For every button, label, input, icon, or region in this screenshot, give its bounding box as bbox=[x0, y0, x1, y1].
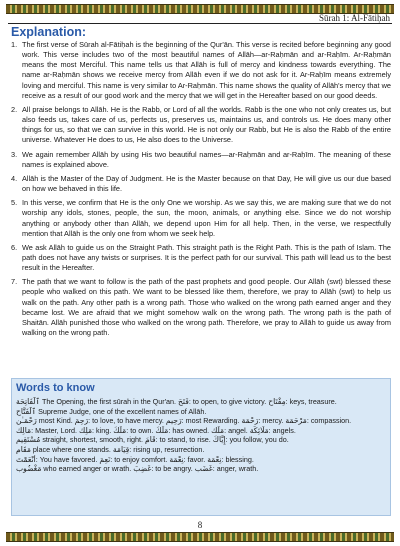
term-definition: Supreme Judge, one of the excellent names of Allāh. bbox=[36, 406, 207, 416]
term-definition: straight, shortest, smooth, right. bbox=[40, 435, 145, 445]
term-definition: : to be angry. bbox=[151, 464, 195, 474]
explanation-item-number: 5. bbox=[11, 198, 18, 208]
arabic-term: رَحِمَ bbox=[74, 416, 89, 426]
term-definition: : mercy. bbox=[258, 416, 286, 426]
arabic-term: مَغْضُوب bbox=[16, 464, 42, 474]
explanation-item bbox=[11, 277, 391, 338]
term-definition: The Opening, the first sūrah in the Qur'an. bbox=[40, 397, 179, 406]
explanation-item-number: 2. bbox=[11, 104, 18, 114]
running-header-title: Sūrah 1: Al-Fātiḥah bbox=[319, 12, 390, 23]
term-definition: : blessing. bbox=[221, 454, 254, 464]
term-definition: most Kind. bbox=[36, 416, 75, 426]
explanation-item bbox=[11, 150, 391, 170]
arabic-term: مَالِك bbox=[16, 425, 32, 435]
term-definition: : anger, wrath. bbox=[212, 464, 259, 474]
explanation-item bbox=[11, 40, 391, 101]
explanation-item bbox=[11, 198, 391, 239]
term-definition: : to enjoy comfort. bbox=[110, 454, 170, 464]
term-definition: : rising up, resurrection. bbox=[129, 444, 205, 454]
header-rule bbox=[8, 23, 392, 24]
term-definition: : to love, to have mercy. bbox=[88, 416, 166, 426]
term-definition: : you follow, you do. bbox=[225, 435, 289, 445]
words-to-know-box bbox=[11, 378, 391, 516]
term-definition: : Master, Lord. bbox=[31, 425, 80, 435]
explanation-item bbox=[11, 243, 391, 273]
arabic-term: مَلَكَ bbox=[155, 425, 169, 435]
arabic-term: مَلَكَ bbox=[113, 425, 127, 435]
arabic-term: مُسْتَقِيم bbox=[16, 435, 41, 445]
arabic-term: مَلَائِكَة bbox=[249, 425, 269, 435]
explanation-item-number: 7. bbox=[11, 277, 18, 287]
term-definition: : to stand, to rise. bbox=[155, 435, 213, 445]
term-definition: : keys, treasure. bbox=[285, 397, 337, 406]
vocabulary-line bbox=[16, 435, 386, 445]
term-definition: : to own. bbox=[126, 425, 156, 435]
vocabulary-list bbox=[16, 397, 386, 474]
vocabulary-line bbox=[16, 397, 386, 407]
term-definition: : compassion. bbox=[306, 416, 352, 426]
bottom-ornamental-border bbox=[6, 532, 394, 542]
running-header bbox=[8, 12, 390, 23]
arabic-term: مَلَك bbox=[211, 425, 225, 435]
explanation-item-number: 3. bbox=[11, 149, 18, 159]
term-definition: : You have favored. bbox=[35, 454, 100, 464]
arabic-term: أَنْعَمْتَ bbox=[16, 454, 36, 464]
arabic-term: غَضَب bbox=[194, 464, 213, 474]
arabic-term: رَحِيم bbox=[165, 416, 182, 426]
term-definition: : favor. bbox=[183, 454, 208, 464]
vocabulary-line bbox=[16, 416, 386, 426]
arabic-term: إِيَّاكَ bbox=[212, 435, 226, 445]
explanation-list bbox=[11, 40, 391, 342]
term-definition: place where one stands. bbox=[30, 444, 113, 454]
arabic-term: قَامَ bbox=[145, 435, 156, 445]
vocabulary-line bbox=[16, 426, 386, 436]
arabic-term: نَعِمَ bbox=[99, 454, 111, 464]
explanation-item-text: We again remember Allāh by using His two beautiful names—ar-Raḥmān and ar-Raḥīm. The meaning of these names is explained above. bbox=[22, 149, 391, 169]
arabic-term: غَضِبَ bbox=[133, 464, 152, 474]
arabic-term: نِعْمَة bbox=[207, 454, 222, 464]
explanation-item-text: The path that we want to follow is the path of the past prophets and good people. Our Allāh (swt) blessed these people who walked on this path. We want to be blessed like them, therefore, we pray to Allāh (swt) to help us walk on the path. Any other path is a wrong path. Those who walked on the wrong path earned anger and they became lost. We are afraid that we might somehow walk on the wrong path. The wrong path is the path of Shaitān. Allāh punished those who walked on the wrong path. Therefore, we pray to Allāh to guide us away from walking on the wrong path. bbox=[22, 277, 391, 338]
arabic-term: ٱلْفَتَّاح bbox=[16, 406, 37, 416]
vocabulary-line bbox=[16, 407, 386, 417]
arabic-term: رَحْمَة bbox=[241, 416, 259, 426]
term-definition: : angels. bbox=[268, 425, 296, 435]
term-definition: : king. bbox=[92, 425, 114, 435]
explanation-item-text: All praise belongs to Allāh. He is the Rabb, or Lord of all the worlds. Rabb is the one who not only creates us, but also feeds us, takes care of us, perfects us, preserves us, maintains us, and controls us. He does many other things for us, so that we can survive in this world. He is not only our Rabb, but He is also the Rabb of the entire universe. Whatever He does to us, He also does to the Universe. bbox=[22, 104, 391, 145]
arabic-term: قِيَامَة bbox=[112, 444, 130, 454]
words-to-know-heading: Words to know bbox=[16, 382, 95, 394]
arabic-term: فَتَحَ bbox=[178, 397, 189, 406]
term-definition: who earned anger or wrath. bbox=[41, 464, 134, 474]
explanation-item-text: Allāh is the Master of the Day of Judgment. He is the Master because on that Day, He will give us our due based on how we behaved in this life. bbox=[22, 173, 391, 194]
term-definition: : to open, to give victory. bbox=[188, 397, 269, 406]
arabic-term: ٱلْفَاتِحَة bbox=[16, 397, 41, 406]
vocabulary-line bbox=[16, 455, 386, 465]
term-definition: : most Rewarding. bbox=[181, 416, 242, 426]
explanation-item-text: In this verse, we confirm that He is the only One we worship. As we say this, we are making sure that we do not worship any idols, stones, people, the sun, the moon, animals, or anything else. Since we do not worship anything or anybody other than Allāh, we depend upon Him for all help. Then, in the verse, we respectfully mention that Allāh is the only one from whom we seek help. bbox=[22, 198, 391, 238]
arabic-term: مَرْحَمَة bbox=[285, 416, 307, 426]
vocabulary-line bbox=[16, 445, 386, 455]
arabic-term: مَلِك bbox=[79, 425, 93, 435]
arabic-term: نِعْمَة bbox=[169, 454, 184, 464]
explanation-item-text: We ask Allāh to guide us on the Straight Path. This straight path is the Right Path. This is the path of Islam. The path does not have any twists or surprises. It is the perfect path for our survival. This path will lead us to the best result in the Hereafter. bbox=[22, 242, 391, 273]
explanation-item-number: 6. bbox=[11, 242, 18, 252]
arabic-term: رَحْمَـٰن bbox=[16, 416, 37, 426]
term-definition: : angel. bbox=[224, 425, 250, 435]
arabic-term: مَقَام bbox=[16, 444, 31, 454]
term-definition: : has owned. bbox=[168, 425, 212, 435]
arabic-term: مِفْتَاح bbox=[268, 397, 286, 406]
explanation-item-number: 1. bbox=[11, 40, 18, 49]
page-number: 8 bbox=[197, 520, 203, 530]
vocabulary-line bbox=[16, 464, 386, 474]
explanation-heading: Explanation: bbox=[11, 25, 87, 39]
explanation-item bbox=[11, 174, 391, 194]
explanation-item-number: 4. bbox=[11, 173, 18, 183]
explanation-item-text: The first verse of Sūrah al-Fātiḥah is the beginning of the Qur'ān. This verse is recited before beginning any good work. This verse includes two of the most beautiful names of Allāh—ar-Raḥmān and ar-Raḥīm. Ar-Raḥmān means the most Merciful. This name tells us that Allāh is full of mercy and kindness towards everything. The name ar-Raḥmān shows we receive mercy from Allāh even if we do not ask for it. Ar-Raḥīm means extremely loving and merciful. This name is very similar to Ar-Raḥmān. This name shows the quality of Allāh's mercy that we receive as a result of our good work and the mercy that we will get in the Hereafter based on our good deeds. bbox=[22, 40, 391, 100]
explanation-item bbox=[11, 105, 391, 146]
